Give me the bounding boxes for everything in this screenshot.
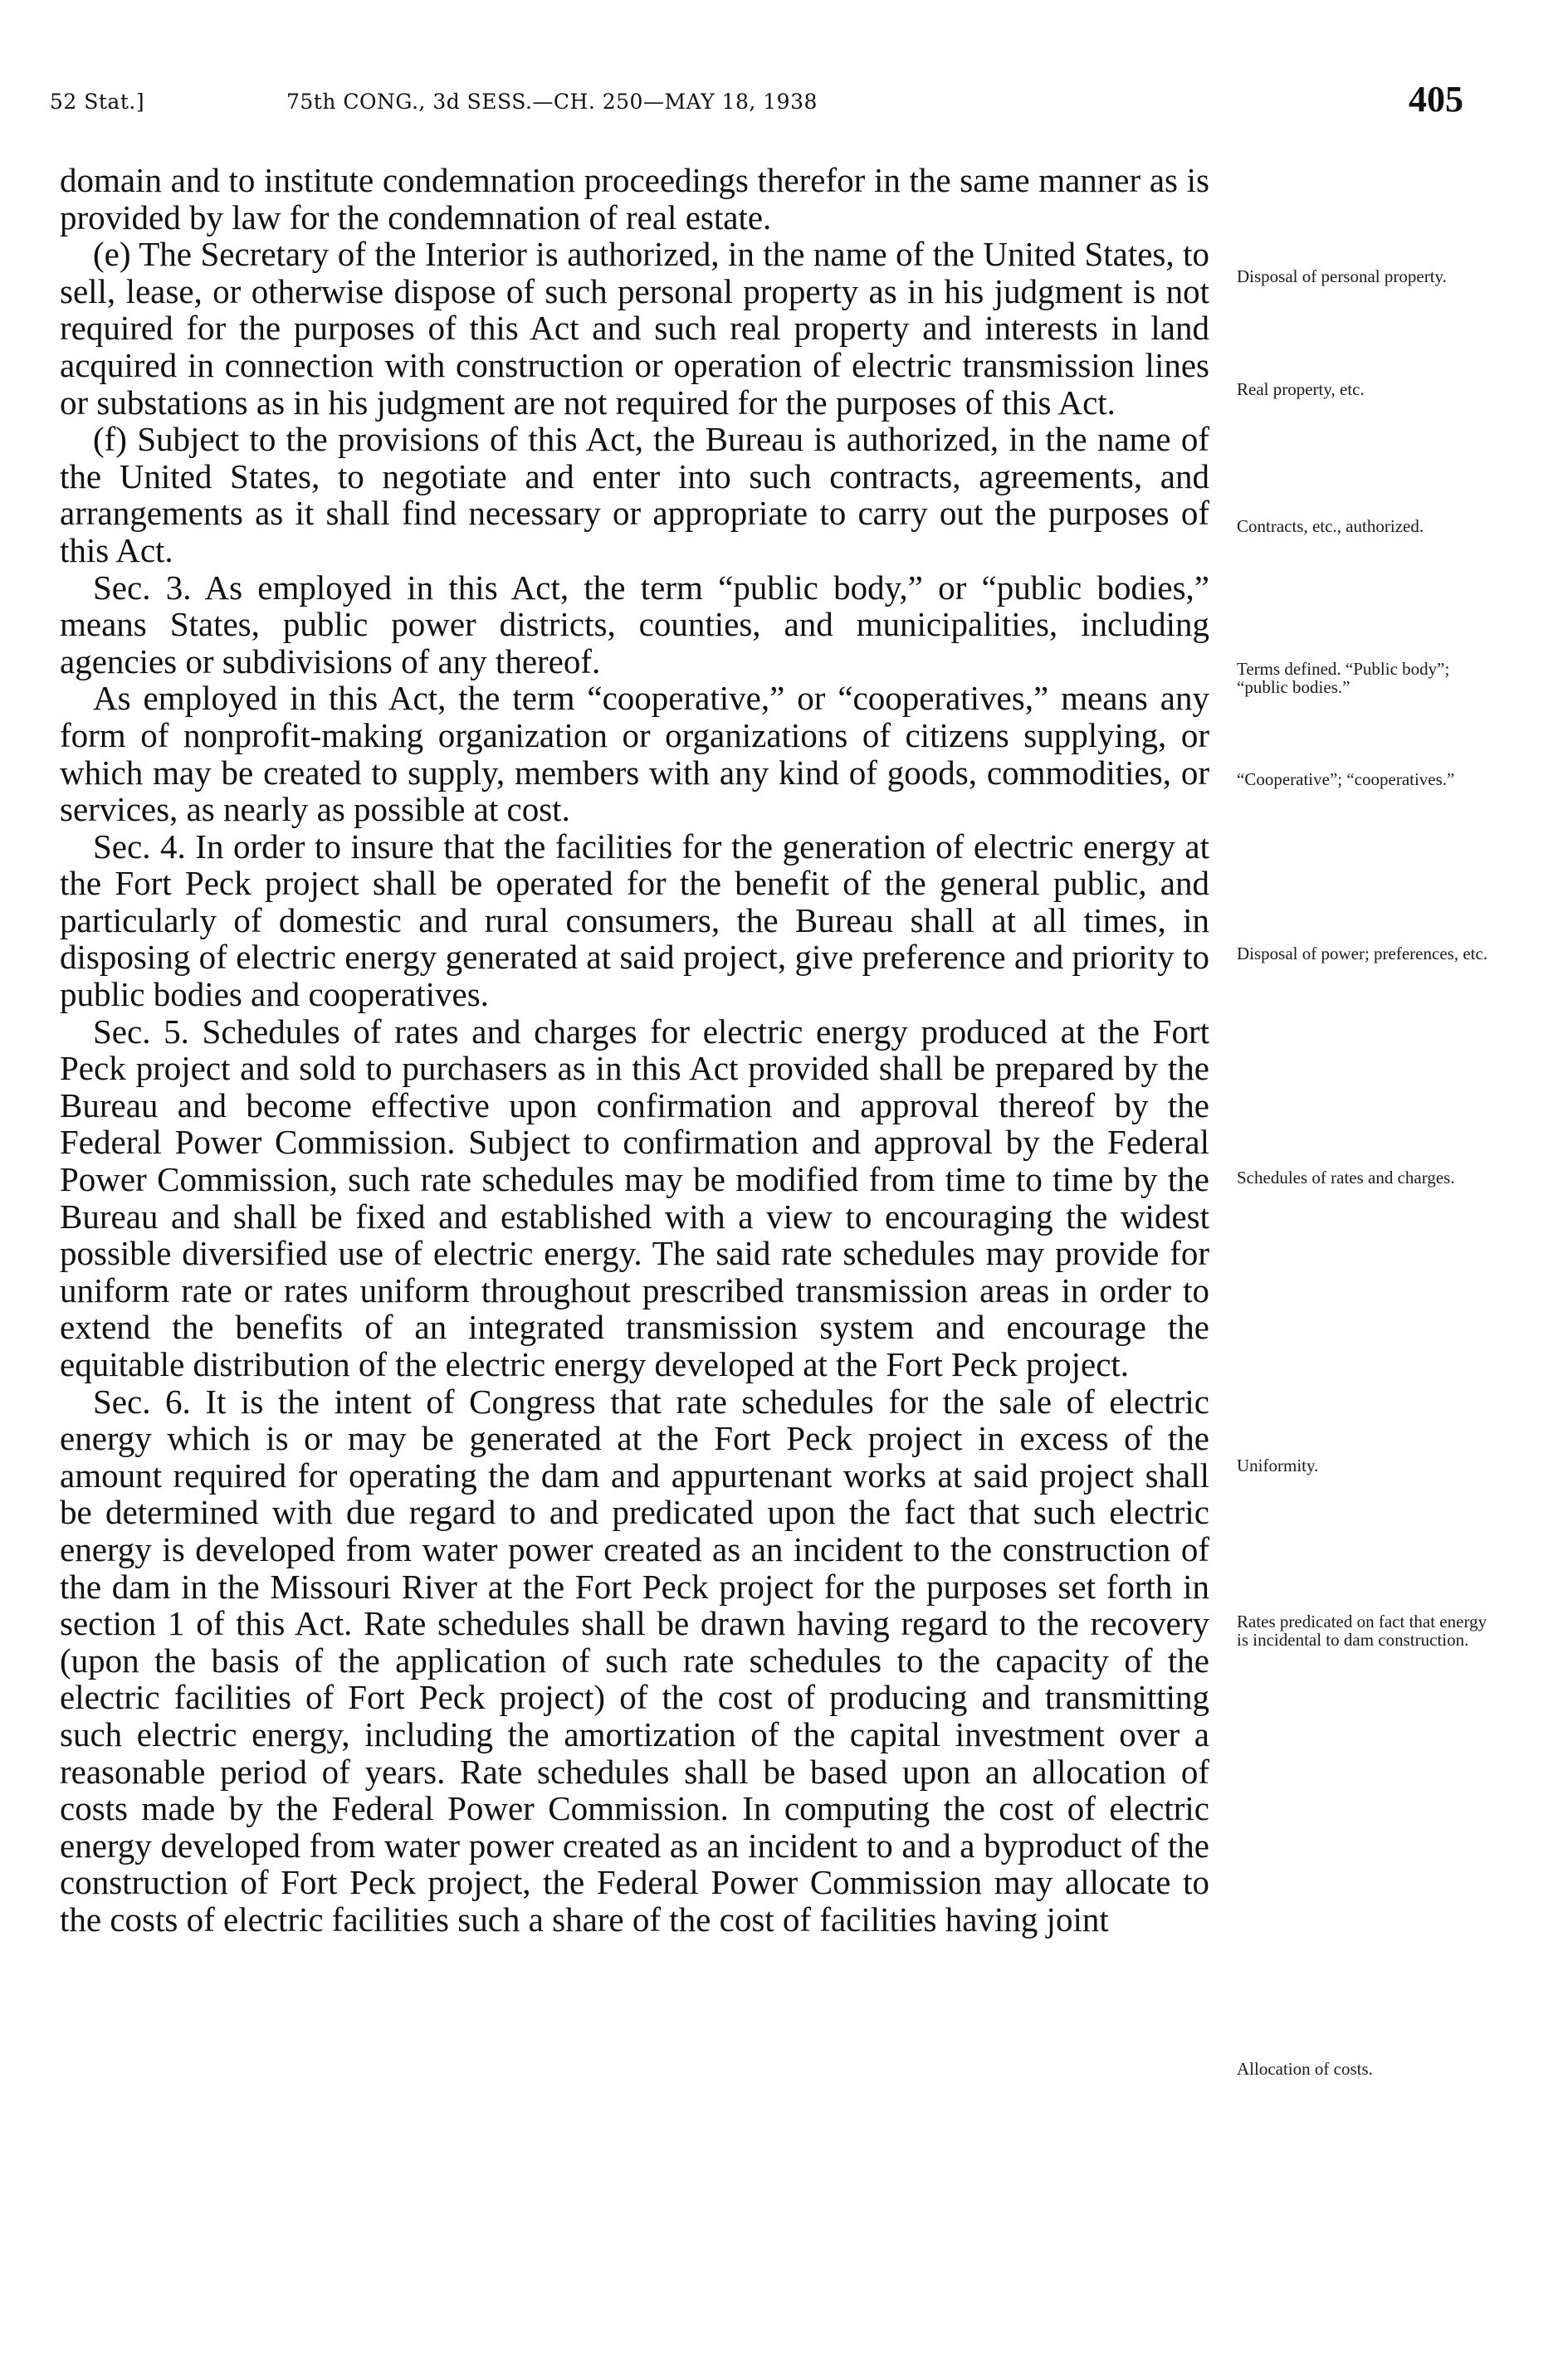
session-chapter-date: 75th CONG., 3d SESS.—CH. 250—MAY 18, 1938 [286,90,818,114]
margin-note-disposal-of-power: Disposal of power; preferences, etc. [1237,944,1488,963]
margin-note-schedules-of-rates: Schedules of rates and charges. [1237,1168,1455,1188]
margin-note-allocation-of-costs: Allocation of costs. [1237,2059,1373,2079]
paragraph-cooperatives: As employed in this Act, the term “cooperative,” or “cooperatives,” means any form of nonprofit-making organization or organizations of citizens supplying, or which may be created to supply, members with any kind of goods, commodities, or services, as nearly as possible at cost. [60,679,1209,829]
margin-note-terms-defined: Terms defined. “Public body”; “public bodies.” [1237,659,1450,697]
volume-citation: 52 Stat.] [50,90,145,114]
margin-note-uniformity: Uniformity. [1237,1456,1319,1475]
paragraph-section-4: Sec. 4. In order to insure that the facilities for the generation of electric energy at the Fort Peck project shall be operated for the benefit of the general public, and particularly of domestic and rural consumers, the Bureau shall at all times, in disposing of electric energy generated at said project, give preference and priority to public bodies and cooperatives. [60,827,1209,1014]
paragraph-subsection-e: (e) The Secretary of the Interior is authorized, in the name of the United States, to sell, lease, or otherwise dispose of such personal property as in his judgment is not required for the purposes of this Act and such real property and interests in land acquired in connection with construction or operation of electric transmission lines or substations as in his judgment are not required for the purposes of this Act. [60,235,1209,422]
paragraph-subsection-f: (f) Subject to the provisions of this Act, the Bureau is authorized, in the name of the United States, to negotiate and enter into such contracts, agreements, and arrangements as it shall find necessary or appropriate to carry out the purposes of this Act. [60,420,1209,569]
margin-note-real-property: Real property, etc. [1237,379,1365,399]
paragraph-section-5: Sec. 5. Schedules of rates and charges for electric energy produced at the Fort Peck project and sold to purchasers as in this Act provided shall be prepared by the Bureau and become effective upon confirmation and approval thereof by the Federal Power Commission. Subject to confirmation and approval by the Federal Power Commission, such rate schedules may be modified from time to time by the Bureau and shall be fixed and established with a view to encouraging the widest possible diversified use of electric energy. The said rate schedules may provide for uniform rate or rates uniform throughout prescribed transmission areas in order to extend the benefits of an integrated transmission system and encourage the equitable distribution of the electric energy developed at the Fort Peck project. [60,1012,1209,1383]
margin-note-disposal-personal-property: Disposal of personal property. [1237,266,1447,286]
page-number: 405 [1409,79,1463,119]
margin-note-contracts: Contracts, etc., authorized. [1237,516,1424,536]
paragraph-section-6: Sec. 6. It is the intent of Congress that rate schedules for the sale of electric energy which is or may be generated at the Fort Peck project in excess of the amount required for operating the dam and appurtenant works at said project shall be determined with due regard to and predicated upon the fact that such electric energy is developed from water power created as an incident to the construction of the dam in the Missouri River at the Fort Peck project for the purposes set forth in section 1 of this Act. Rate schedules shall be drawn having regard to the recovery (upon the basis of the application of such rate schedules to the capacity of the electric facilities of Fort Peck project) of the cost of producing and transmitting such electric energy, including the amortization of the capital investment over a reasonable period of years. Rate schedules shall be based upon an allocation of costs made by the Federal Power Commission. In computing the cost of electric energy developed from water power created as an incident to and a byproduct of the construction of Fort Peck project, the Federal Power Commission may allocate to the costs of electric facilities such a share of the cost of facilities having joint [60,1382,1209,1939]
paragraph-section-3: Sec. 3. As employed in this Act, the term “public body,” or “public bodies,” means States, public power districts, counties, and municipalities, including agencies or subdivisions of any thereof. [60,568,1209,680]
statute-body [60,162,1209,1939]
margin-note-rates-predicated: Rates predicated on fact that energy is incidental to dam construction. [1237,1612,1487,1650]
running-header [0,79,1558,139]
paragraph-condemnation: domain and to institute condemnation proceedings therefor in the same manner as is provided by law for the condemnation of real estate. [60,161,1209,237]
margin-note-cooperative: “Cooperative”; “cooperatives.” [1237,769,1455,789]
